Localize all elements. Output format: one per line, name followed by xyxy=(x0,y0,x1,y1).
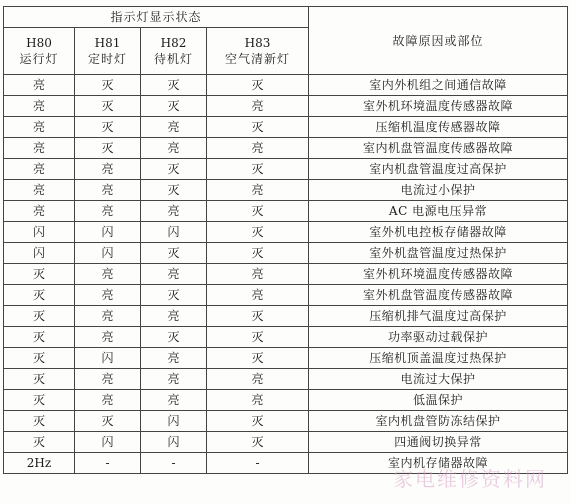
indicator-state-h80: 灭 xyxy=(4,369,75,390)
indicator-state-h83: - xyxy=(207,453,309,474)
table-row xyxy=(4,327,568,348)
indicator-state-h83: 灭 xyxy=(207,327,309,348)
indicator-state-h83: 亮 xyxy=(207,96,309,117)
indicator-state-h83: 灭 xyxy=(207,306,309,327)
indicator-state-h82: 灭 xyxy=(141,159,207,180)
fault-cause: 室内机盘管温度传感器故障 xyxy=(309,138,568,159)
indicator-state-h81: 闪 xyxy=(75,222,141,243)
indicator-state-h83: 灭 xyxy=(207,117,309,138)
indicator-state-h81: 亮 xyxy=(75,180,141,201)
table-row xyxy=(4,117,568,138)
fault-cause: 功率驱动过载保护 xyxy=(309,327,568,348)
indicator-state-h83: 灭 xyxy=(207,348,309,369)
table-row xyxy=(4,369,568,390)
indicator-state-h81: 灭 xyxy=(75,75,141,96)
indicator-state-h82: 亮 xyxy=(141,306,207,327)
fault-cause: 压缩机温度传感器故障 xyxy=(309,117,568,138)
column-name: 定时灯 xyxy=(87,52,127,66)
fault-cause: 压缩机顶盖温度过热保护 xyxy=(309,348,568,369)
indicator-state-h83: 灭 xyxy=(207,159,309,180)
indicator-state-h80: 亮 xyxy=(4,138,75,159)
indicator-state-h81: 灭 xyxy=(75,117,141,138)
indicator-state-h80: 亮 xyxy=(4,201,75,222)
indicator-state-h81: 亮 xyxy=(75,264,141,285)
indicator-state-h80: 灭 xyxy=(4,264,75,285)
indicator-state-h81: 闪 xyxy=(75,243,141,264)
table-row xyxy=(4,138,568,159)
indicator-state-h80: 闪 xyxy=(4,243,75,264)
indicator-state-h83: 亮 xyxy=(207,138,309,159)
column-header-h83 xyxy=(207,28,309,75)
column-header-h81 xyxy=(75,28,141,75)
indicator-state-h80: 亮 xyxy=(4,117,75,138)
indicator-state-h80: 亮 xyxy=(4,96,75,117)
indicator-state-h81: - xyxy=(75,453,141,474)
fault-cause: 室内机盘管温度过高保护 xyxy=(309,159,568,180)
column-code: H83 xyxy=(244,36,271,50)
indicator-state-h80: 灭 xyxy=(4,432,75,453)
indicator-state-h80: 亮 xyxy=(4,75,75,96)
indicator-state-h82: 亮 xyxy=(141,201,207,222)
fault-cause-header: 故障原因或部位 xyxy=(309,7,568,75)
table-row xyxy=(4,432,568,453)
watermark-text: 家电维修资料网 xyxy=(393,467,547,491)
table-row xyxy=(4,159,568,180)
indicator-state-h83: 灭 xyxy=(207,75,309,96)
indicator-state-h80: 2Hz xyxy=(4,453,75,474)
indicator-state-h82: 灭 xyxy=(141,180,207,201)
fault-cause: 压缩机排气温度过高保护 xyxy=(309,306,568,327)
table-row xyxy=(4,264,568,285)
fault-cause: 室内机盘管防冻结保护 xyxy=(309,411,568,432)
fault-cause: 室外机环境温度传感器故障 xyxy=(309,96,568,117)
column-name: 空气清新灯 xyxy=(225,52,291,66)
indicator-state-h80: 灭 xyxy=(4,390,75,411)
fault-table-body xyxy=(4,75,568,474)
indicator-state-h81: 亮 xyxy=(75,369,141,390)
fault-cause: 电流过大保护 xyxy=(309,369,568,390)
indicator-state-h80: 灭 xyxy=(4,306,75,327)
fault-cause: 室外机盘管温度传感器故障 xyxy=(309,285,568,306)
fault-cause: 室内机存储器故障 xyxy=(309,453,568,474)
indicator-state-h82: 灭 xyxy=(141,75,207,96)
indicator-state-h80: 灭 xyxy=(4,348,75,369)
indicator-state-h81: 灭 xyxy=(75,138,141,159)
indicator-state-h82: 亮 xyxy=(141,348,207,369)
indicator-state-h82: 亮 xyxy=(141,264,207,285)
indicator-status-header: 指示灯显示状态 xyxy=(4,7,309,28)
column-code: H81 xyxy=(94,36,121,50)
indicator-state-h81: 亮 xyxy=(75,159,141,180)
indicator-state-h82: - xyxy=(141,453,207,474)
column-name: 运行灯 xyxy=(19,52,59,66)
fault-cause: 四通阀切换异常 xyxy=(309,432,568,453)
indicator-state-h83: 亮 xyxy=(207,390,309,411)
indicator-state-h80: 灭 xyxy=(4,285,75,306)
fault-cause: 低温保护 xyxy=(309,390,568,411)
fault-cause: 室内外机组之间通信故障 xyxy=(309,75,568,96)
table-row xyxy=(4,453,568,474)
fault-cause: 室外机盘管温度过热保护 xyxy=(309,243,568,264)
indicator-state-h82: 亮 xyxy=(141,390,207,411)
indicator-state-h82: 闪 xyxy=(141,222,207,243)
fault-cause: AC 电源电压异常 xyxy=(309,201,568,222)
indicator-state-h83: 亮 xyxy=(207,285,309,306)
indicator-state-h83: 亮 xyxy=(207,264,309,285)
table-row xyxy=(4,180,568,201)
indicator-state-h83: 灭 xyxy=(207,201,309,222)
table-row xyxy=(4,285,568,306)
indicator-state-h81: 灭 xyxy=(75,96,141,117)
table-row xyxy=(4,411,568,432)
column-code: H82 xyxy=(160,36,187,50)
indicator-state-h82: 亮 xyxy=(141,369,207,390)
indicator-state-h83: 灭 xyxy=(207,432,309,453)
column-name: 待机灯 xyxy=(153,52,193,66)
indicator-state-h80: 灭 xyxy=(4,327,75,348)
indicator-state-h82: 灭 xyxy=(141,327,207,348)
fault-cause: 室外机电控板存储器故障 xyxy=(309,222,568,243)
indicator-state-h82: 闪 xyxy=(141,432,207,453)
column-header-h80 xyxy=(4,28,75,75)
fault-cause: 室外机环境温度传感器故障 xyxy=(309,264,568,285)
table-row xyxy=(4,348,568,369)
table-row xyxy=(4,96,568,117)
indicator-state-h80: 闪 xyxy=(4,222,75,243)
indicator-state-h81: 亮 xyxy=(75,390,141,411)
indicator-state-h82: 灭 xyxy=(141,285,207,306)
indicator-state-h83: 亮 xyxy=(207,180,309,201)
indicator-state-h81: 灭 xyxy=(75,411,141,432)
indicator-state-h82: 亮 xyxy=(141,138,207,159)
table-row xyxy=(4,306,568,327)
indicator-state-h82: 灭 xyxy=(141,96,207,117)
indicator-state-h81: 闪 xyxy=(75,348,141,369)
table-row xyxy=(4,75,568,96)
indicator-state-h82: 灭 xyxy=(141,243,207,264)
indicator-state-h83: 灭 xyxy=(207,222,309,243)
indicator-state-h81: 亮 xyxy=(75,285,141,306)
column-code: H80 xyxy=(26,36,52,50)
indicator-state-h83: 灭 xyxy=(207,411,309,432)
indicator-state-h80: 亮 xyxy=(4,159,75,180)
column-header-h82 xyxy=(141,28,207,75)
fault-cause: 电流过小保护 xyxy=(309,180,568,201)
indicator-state-h81: 亮 xyxy=(75,306,141,327)
indicator-state-h81: 亮 xyxy=(75,201,141,222)
indicator-state-h80: 亮 xyxy=(4,180,75,201)
indicator-state-h82: 亮 xyxy=(141,117,207,138)
table-row xyxy=(4,243,568,264)
table-row xyxy=(4,201,568,222)
indicator-state-h83: 亮 xyxy=(207,369,309,390)
table-row xyxy=(4,390,568,411)
indicator-state-h83: 灭 xyxy=(207,243,309,264)
indicator-state-h82: 闪 xyxy=(141,411,207,432)
table-header-row-group xyxy=(4,7,568,28)
table-row xyxy=(4,222,568,243)
fault-code-table xyxy=(3,6,568,474)
indicator-state-h81: 亮 xyxy=(75,327,141,348)
indicator-state-h81: 闪 xyxy=(75,432,141,453)
indicator-state-h80: 灭 xyxy=(4,411,75,432)
